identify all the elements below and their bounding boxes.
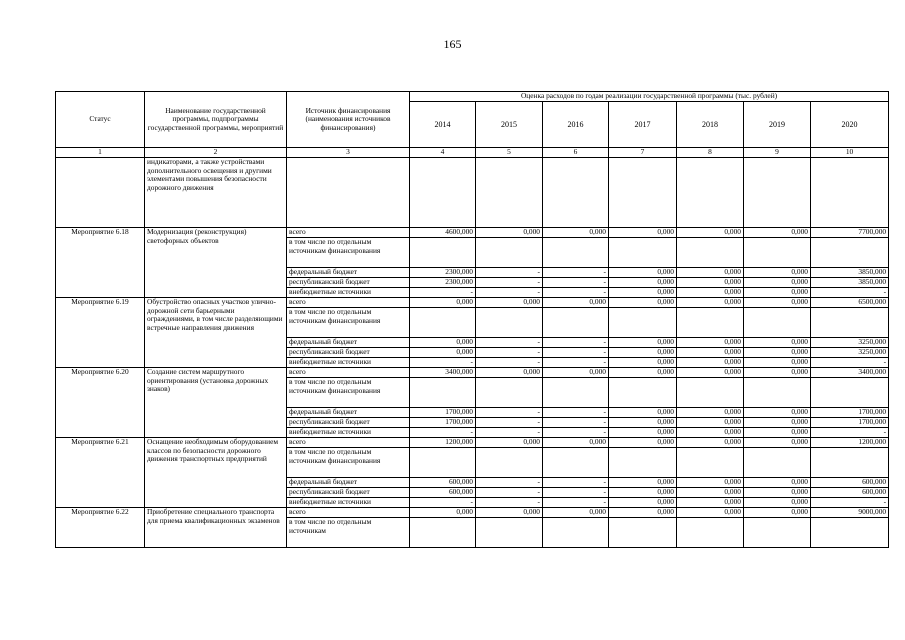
value-cell <box>543 238 609 268</box>
table-row <box>56 298 889 308</box>
value-cell <box>811 158 889 228</box>
value-cell: - <box>476 358 543 368</box>
value-cell: 0,000 <box>744 368 811 378</box>
value-cell <box>410 158 476 228</box>
value-cell: 3250,000 <box>811 348 889 358</box>
value-cell: 0,000 <box>677 348 744 358</box>
value-cell: 3250,000 <box>811 338 889 348</box>
value-cell <box>543 378 609 408</box>
value-cell: 0,000 <box>609 508 677 518</box>
value-cell: 7700,000 <box>811 228 889 238</box>
value-cell: - <box>476 278 543 288</box>
funding-source: внебюджетные источники <box>287 358 410 368</box>
value-cell: 0,000 <box>744 298 811 308</box>
value-cell: 0,000 <box>744 408 811 418</box>
value-cell: 0,000 <box>609 478 677 488</box>
measure-name: Обустройство опасных участков улично-дорожной сети барьерными ограждениями, в том числе разделяющими встречные направления движения <box>145 298 287 368</box>
value-cell <box>744 518 811 548</box>
header-source: Источник финансирования (наименования источников финансирования) <box>287 92 410 148</box>
funding-source: в том числе по отдельным источникам финансирования <box>287 378 410 408</box>
funding-source: всего <box>287 228 410 238</box>
header-year: 2014 <box>410 102 476 148</box>
value-cell <box>744 448 811 478</box>
measure-name: Приобретение специального транспорта для приема квалификационных экзаменов <box>145 508 287 548</box>
table-row <box>56 438 889 448</box>
value-cell: - <box>543 408 609 418</box>
value-cell: 1200,000 <box>410 438 476 448</box>
value-cell: - <box>543 278 609 288</box>
funding-source: всего <box>287 298 410 308</box>
value-cell <box>609 518 677 548</box>
value-cell <box>476 518 543 548</box>
value-cell: 0,000 <box>543 368 609 378</box>
value-cell <box>410 308 476 338</box>
header-year: 2016 <box>543 102 609 148</box>
value-cell: 600,000 <box>410 488 476 498</box>
value-cell: 0,000 <box>543 298 609 308</box>
value-cell: 0,000 <box>677 358 744 368</box>
value-cell: 0,000 <box>476 228 543 238</box>
value-cell: 0,000 <box>677 298 744 308</box>
value-cell: 0,000 <box>476 438 543 448</box>
measure-name: Создание систем маршрутного ориентирования (установка дорожных знаков) <box>145 368 287 438</box>
value-cell: 3400,000 <box>811 368 889 378</box>
value-cell: 0,000 <box>677 438 744 448</box>
value-cell <box>476 378 543 408</box>
value-cell <box>476 158 543 228</box>
value-cell: 0,000 <box>744 338 811 348</box>
value-cell: - <box>410 358 476 368</box>
value-cell: 1700,000 <box>811 418 889 428</box>
value-cell: - <box>476 418 543 428</box>
value-cell <box>677 378 744 408</box>
value-cell <box>476 308 543 338</box>
value-cell: 0,000 <box>744 418 811 428</box>
table-row <box>56 368 889 378</box>
value-cell: 0,000 <box>609 358 677 368</box>
value-cell: 0,000 <box>410 508 476 518</box>
value-cell: 2300,000 <box>410 268 476 278</box>
measure-status: Мероприятие 6.20 <box>56 368 145 438</box>
value-cell <box>677 448 744 478</box>
column-number: 9 <box>744 148 811 158</box>
value-cell: 1200,000 <box>811 438 889 448</box>
table-body <box>56 158 889 548</box>
measure-status: Мероприятие 6.22 <box>56 508 145 548</box>
table-row <box>56 228 889 238</box>
value-cell: - <box>543 268 609 278</box>
funding-source: федеральный бюджет <box>287 408 410 418</box>
funding-source: в том числе по отдельным источникам финансирования <box>287 448 410 478</box>
value-cell: 600,000 <box>811 478 889 488</box>
value-cell: 1700,000 <box>410 408 476 418</box>
value-cell: - <box>476 428 543 438</box>
value-cell: 3400,000 <box>410 368 476 378</box>
value-cell: - <box>543 498 609 508</box>
header-estimate: Оценка расходов по годам реализации государственной программы (тыс. рублей) <box>410 92 889 102</box>
value-cell: - <box>543 428 609 438</box>
value-cell <box>543 518 609 548</box>
value-cell: 0,000 <box>744 348 811 358</box>
value-cell: - <box>543 348 609 358</box>
value-cell: 0,000 <box>609 348 677 358</box>
value-cell: 0,000 <box>744 488 811 498</box>
value-cell: 0,000 <box>677 368 744 378</box>
value-cell: 0,000 <box>609 428 677 438</box>
value-cell: 0,000 <box>410 298 476 308</box>
value-cell <box>811 378 889 408</box>
value-cell: - <box>476 408 543 418</box>
value-cell: 0,000 <box>609 438 677 448</box>
column-number: 1 <box>56 148 145 158</box>
value-cell: - <box>476 338 543 348</box>
header-year: 2017 <box>609 102 677 148</box>
value-cell: 0,000 <box>476 368 543 378</box>
value-cell: - <box>543 418 609 428</box>
value-cell: 1700,000 <box>811 408 889 418</box>
value-cell: 0,000 <box>744 288 811 298</box>
header-year: 2015 <box>476 102 543 148</box>
value-cell: - <box>476 268 543 278</box>
value-cell: 3850,000 <box>811 278 889 288</box>
funding-source: республиканский бюджет <box>287 418 410 428</box>
funding-source: в том числе по отдельным источникам финансирования <box>287 238 410 268</box>
value-cell: - <box>811 428 889 438</box>
funding-source: всего <box>287 438 410 448</box>
budget-table <box>55 91 889 548</box>
funding-source: внебюджетные источники <box>287 288 410 298</box>
header-year: 2018 <box>677 102 744 148</box>
value-cell: 3850,000 <box>811 268 889 278</box>
value-cell: 0,000 <box>677 288 744 298</box>
value-cell: 2300,000 <box>410 278 476 288</box>
value-cell <box>677 158 744 228</box>
value-cell: 0,000 <box>609 278 677 288</box>
value-cell <box>811 518 889 548</box>
measure-name: Оснащение необходимым оборудованием классов по безопасности дорожного движения транспортных предприятий <box>145 438 287 508</box>
funding-source: в том числе по отдельным источникам финансирования <box>287 308 410 338</box>
value-cell: - <box>476 488 543 498</box>
value-cell: - <box>811 498 889 508</box>
value-cell: 600,000 <box>410 478 476 488</box>
column-number: 4 <box>410 148 476 158</box>
value-cell <box>609 448 677 478</box>
column-number: 7 <box>609 148 677 158</box>
table-row <box>56 508 889 518</box>
source-cell <box>287 158 410 228</box>
value-cell: 0,000 <box>609 408 677 418</box>
funding-source: внебюджетные источники <box>287 428 410 438</box>
header-name: Наименование государственной программы, подпрограммы государственной программы, мероприятий <box>145 92 287 148</box>
value-cell: 0,000 <box>543 228 609 238</box>
value-cell: 0,000 <box>543 438 609 448</box>
column-number: 2 <box>145 148 287 158</box>
value-cell <box>476 238 543 268</box>
measure-status: Мероприятие 6.19 <box>56 298 145 368</box>
funding-source: федеральный бюджет <box>287 268 410 278</box>
value-cell: 0,000 <box>744 478 811 488</box>
value-cell: 0,000 <box>677 488 744 498</box>
value-cell: - <box>410 498 476 508</box>
value-cell: 0,000 <box>410 338 476 348</box>
funding-source: внебюджетные источники <box>287 498 410 508</box>
value-cell: - <box>476 478 543 488</box>
measure-status: Мероприятие 6.21 <box>56 438 145 508</box>
value-cell <box>677 518 744 548</box>
funding-source: всего <box>287 508 410 518</box>
value-cell <box>811 448 889 478</box>
funding-source: в том числе по отдельным источникам <box>287 518 410 548</box>
value-cell: 0,000 <box>744 268 811 278</box>
value-cell <box>744 308 811 338</box>
value-cell <box>476 448 543 478</box>
value-cell <box>609 308 677 338</box>
value-cell <box>609 158 677 228</box>
value-cell: 0,000 <box>609 418 677 428</box>
value-cell: 0,000 <box>677 278 744 288</box>
value-cell: - <box>543 478 609 488</box>
value-cell <box>543 308 609 338</box>
value-cell: 0,000 <box>609 228 677 238</box>
column-number: 5 <box>476 148 543 158</box>
value-cell: 0,000 <box>677 508 744 518</box>
value-cell: 0,000 <box>677 338 744 348</box>
value-cell: - <box>476 498 543 508</box>
value-cell: 600,000 <box>811 488 889 498</box>
value-cell: 0,000 <box>609 368 677 378</box>
value-cell <box>609 378 677 408</box>
value-cell <box>410 518 476 548</box>
value-cell: 9000,000 <box>811 508 889 518</box>
value-cell: 0,000 <box>744 498 811 508</box>
value-cell <box>677 308 744 338</box>
measure-name-continuation: индикаторами, а также устройствами дополнительного освещения и другими элементами повышения безопасности дорожного движения <box>145 158 287 228</box>
value-cell: 0,000 <box>543 508 609 518</box>
value-cell <box>811 308 889 338</box>
continuation-row <box>56 158 889 228</box>
value-cell: 0,000 <box>744 428 811 438</box>
value-cell: 0,000 <box>609 498 677 508</box>
value-cell: 1700,000 <box>410 418 476 428</box>
value-cell: - <box>811 358 889 368</box>
status-cell <box>56 158 145 228</box>
value-cell: - <box>476 348 543 358</box>
value-cell: 0,000 <box>476 298 543 308</box>
header-status: Статус <box>56 92 145 148</box>
value-cell: 0,000 <box>677 228 744 238</box>
value-cell <box>744 158 811 228</box>
header-year: 2019 <box>744 102 811 148</box>
value-cell <box>677 238 744 268</box>
value-cell <box>744 238 811 268</box>
value-cell: - <box>811 288 889 298</box>
value-cell: 0,000 <box>677 478 744 488</box>
column-number: 6 <box>543 148 609 158</box>
value-cell: 0,000 <box>744 438 811 448</box>
value-cell: 0,000 <box>744 358 811 368</box>
value-cell: 0,000 <box>677 418 744 428</box>
value-cell: 0,000 <box>744 228 811 238</box>
value-cell <box>609 238 677 268</box>
value-cell: 0,000 <box>677 408 744 418</box>
value-cell: 0,000 <box>609 298 677 308</box>
funding-source: республиканский бюджет <box>287 488 410 498</box>
value-cell <box>543 448 609 478</box>
value-cell: - <box>543 288 609 298</box>
value-cell: 0,000 <box>609 488 677 498</box>
value-cell: 0,000 <box>410 348 476 358</box>
value-cell: 0,000 <box>677 498 744 508</box>
value-cell: 0,000 <box>677 428 744 438</box>
measure-status: Мероприятие 6.18 <box>56 228 145 298</box>
value-cell: 0,000 <box>609 338 677 348</box>
value-cell <box>410 448 476 478</box>
value-cell: 0,000 <box>476 508 543 518</box>
value-cell: - <box>410 288 476 298</box>
column-number: 10 <box>811 148 889 158</box>
value-cell: 0,000 <box>744 278 811 288</box>
measure-name: Модернизация (реконструкция) светофорных объектов <box>145 228 287 298</box>
value-cell: - <box>543 358 609 368</box>
value-cell: 6500,000 <box>811 298 889 308</box>
funding-source: федеральный бюджет <box>287 478 410 488</box>
funding-source: республиканский бюджет <box>287 348 410 358</box>
value-cell <box>811 238 889 268</box>
column-number: 3 <box>287 148 410 158</box>
value-cell: 0,000 <box>609 268 677 278</box>
funding-source: федеральный бюджет <box>287 338 410 348</box>
header-year: 2020 <box>811 102 889 148</box>
value-cell: - <box>476 288 543 298</box>
value-cell: 4600,000 <box>410 228 476 238</box>
value-cell: - <box>410 428 476 438</box>
value-cell: 0,000 <box>744 508 811 518</box>
value-cell: 0,000 <box>677 268 744 278</box>
value-cell: 0,000 <box>609 288 677 298</box>
funding-source: всего <box>287 368 410 378</box>
value-cell <box>744 378 811 408</box>
page-number: 165 <box>443 37 462 51</box>
value-cell <box>410 378 476 408</box>
funding-source: республиканский бюджет <box>287 278 410 288</box>
value-cell <box>543 158 609 228</box>
value-cell: - <box>543 338 609 348</box>
value-cell <box>410 238 476 268</box>
value-cell: - <box>543 488 609 498</box>
column-number: 8 <box>677 148 744 158</box>
